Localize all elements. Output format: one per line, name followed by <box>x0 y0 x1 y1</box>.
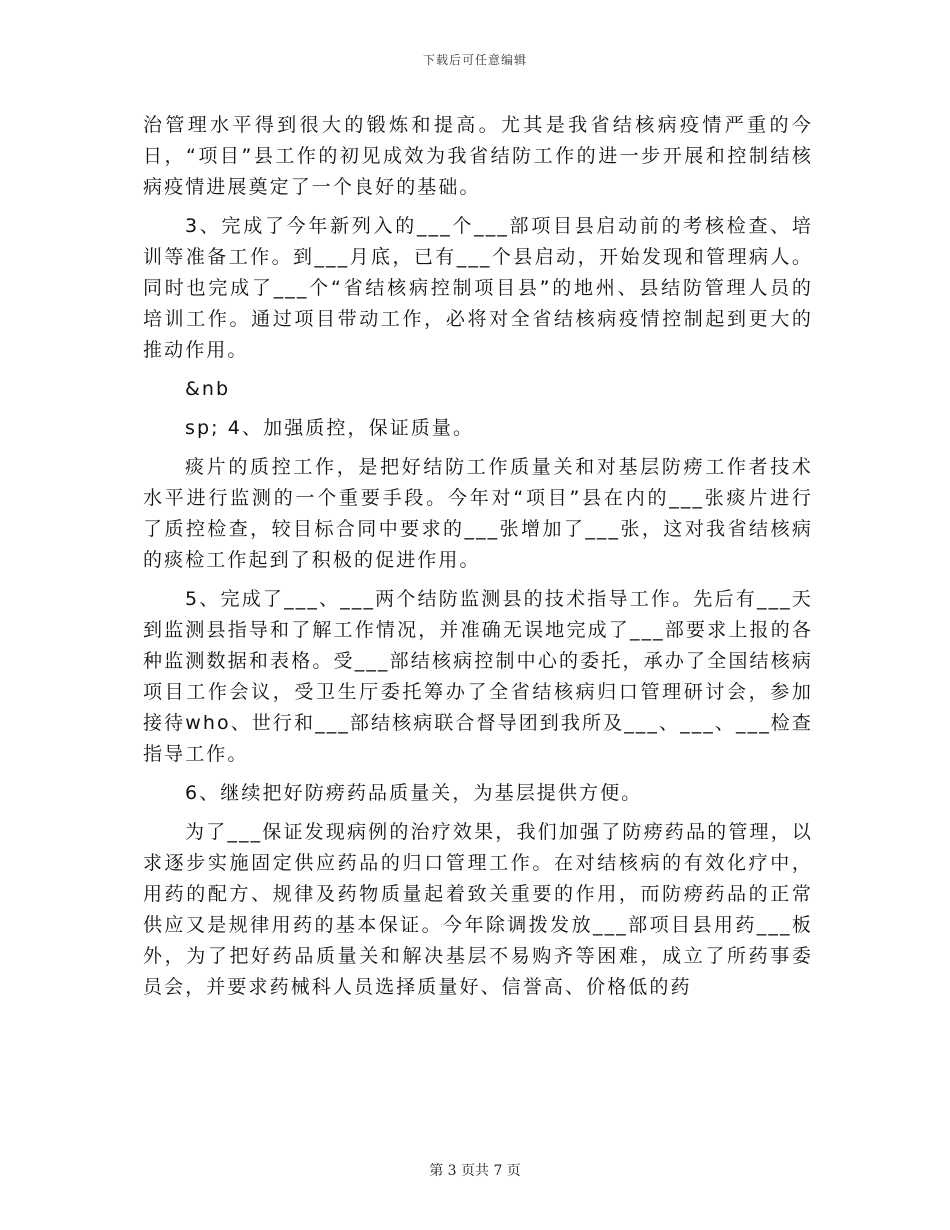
page-number: 第 3 页共 7 页 <box>429 1163 521 1179</box>
paragraph-item-3: 3、完成了今年新列入的___个___部项目县启动前的考核检查、培训等准备工作。到___月底，已有___个县启动，开始发现和管理病人。同时也完成了___个“省结核病控制项目县”的地州、县结防管理人员的培训工作。通过项目带动工作，必将对全省结核病疫情控制起到更大的推动作用。 <box>143 215 813 361</box>
paragraph-item-5: 5、完成了___、___两个结防监测县的技术指导工作。先后有___天到监测县指导和了解工作情况，并准确无误地完成了___部要求上报的各种监测数据和表格。受___部结核病控制中心的委托，承办了全国结核病项目工作会议，受卫生厅委托筹办了全省结核病归口管理研讨会，参加接待who、世行和___部结核病联合督导团到我所及___、___、___检查指导工作。 <box>143 588 814 765</box>
paragraph-quality-control: 痰片的质控工作，是把好结防工作质量关和对基层防痨工作者技术水平进行监测的一个重要手段。今年对“项目”县在内的___张痰片进行了质控检查，较目标合同中要求的___张增加了___张，这对我省结核病的痰检工作起到了积极的促进作用。 <box>143 456 813 571</box>
paragraph-continuation: 治管理水平得到很大的锻炼和提高。尤其是我省结核病疫情严重的今日，“项目”县工作的初见成效为我省结防工作的进一步开展和控制结核病疫情进展奠定了一个良好的基础。 <box>143 114 813 198</box>
paragraph-drug-management: 为了___保证发现病例的治疗效果，我们加强了防痨药品的管理，以求逐步实施固定供应药品的归口管理工作。在对结核病的有效化疗中，用药的配方、规律及药物质量起着致关重要的作用，而防痨药品的正常供应又是规律用药的基本保证。今年除调拨发放___部项目县用药___板外，为了把好药品质量关和解决基层不易购齐等困难，成立了所药事委员会，并要求药械科人员选择质量好、信誉高、价格低的药 <box>143 821 813 998</box>
document-body <box>143 110 813 1003</box>
paragraph-item-4-heading: sp; 4、加强质控，保证质量。 <box>185 417 475 439</box>
paragraph-entity-fragment: &nb <box>185 378 231 400</box>
paragraph-item-6-heading: 6、继续把好防痨药品质量关，为基层提供方便。 <box>185 782 643 804</box>
page-header-note: 下载后可任意编辑 <box>422 53 527 67</box>
